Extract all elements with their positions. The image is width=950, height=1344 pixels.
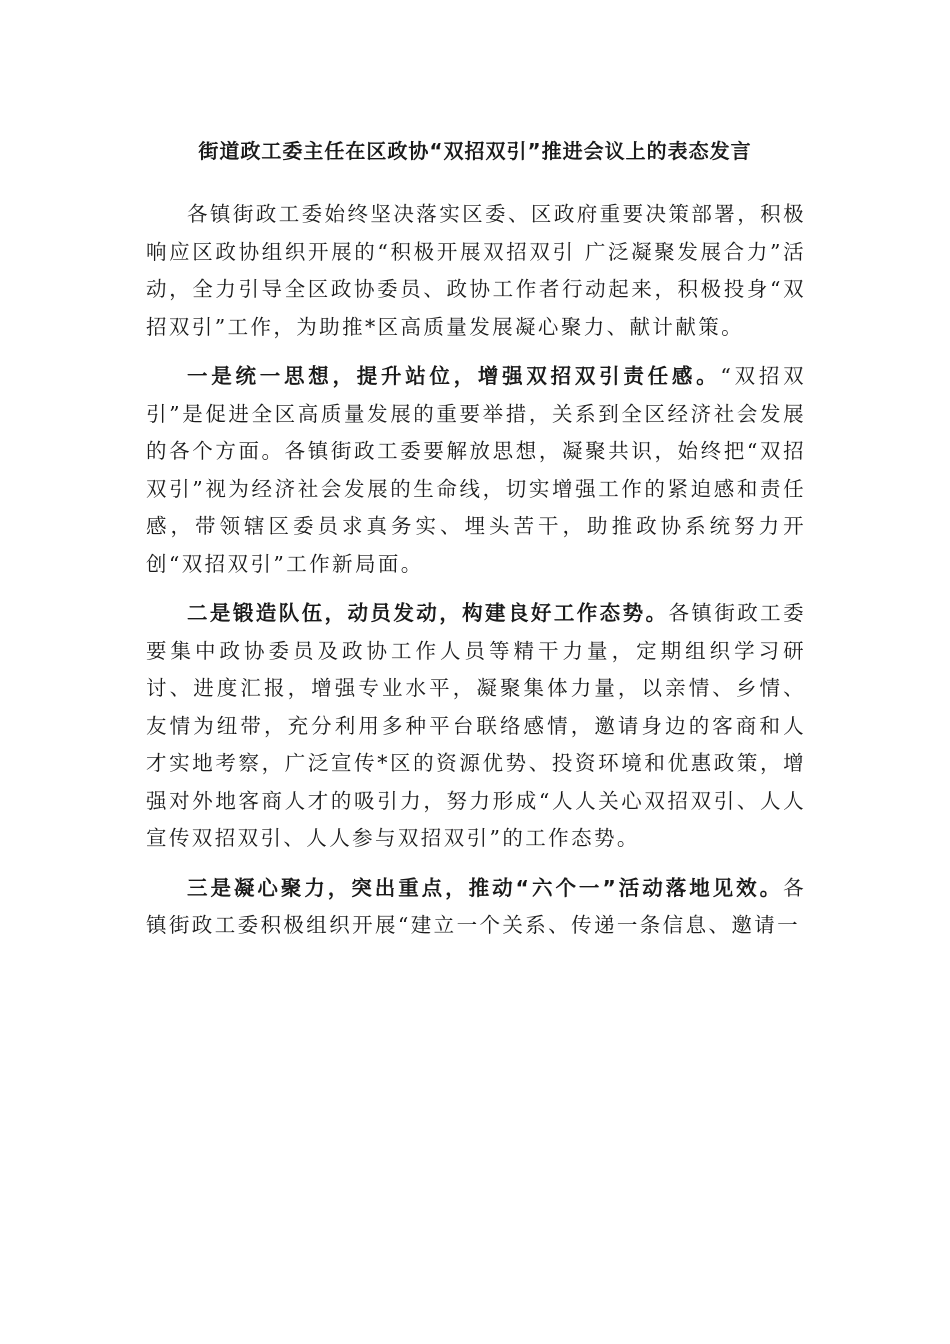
document-title: 街道政工委主任在区政协“双招双引”推进会议上的表态发言: [198, 139, 752, 163]
paragraph-lead: 一是统一思想，提升站位，增强双招双引责任感。: [187, 364, 721, 388]
paragraph-text: 各镇街政工委积极组织开展“建立一个关系、传递一条信息、邀请一: [146, 875, 806, 937]
document-body: [146, 196, 806, 945]
paragraph-text: 各镇街政工委要集中政协委员及政协工作人员等精干力量，定期组织学习研讨、进度汇报，增强专业水平，凝聚集体力量，以亲情、乡情、友情为纽带，充分利用多种平台联络感情，邀请身边的客商和人才实地考察，广泛宣传*区的资源优势、投资环境和优惠政策，增强对外地客商人才的吸引力，努力形成“人人关心双招双引、人人宣传双招双引、人人参与双招双引”的工作态势。: [146, 601, 807, 850]
paragraph-intro: [146, 196, 806, 346]
paragraph-point-3: [146, 870, 806, 945]
paragraph-lead: 三是凝心聚力，突出重点，推动“六个一”活动落地见效。: [187, 875, 784, 900]
paragraph-point-2: [146, 595, 806, 858]
paragraph-lead: 二是锻造队伍，动员发动，构建良好工作态势。: [187, 601, 669, 625]
paragraph-point-1: [146, 358, 806, 583]
paragraph-text: “双招双引”是促进全区高质量发展的重要举措，关系到全区经济社会发展的各个方面。各镇街政工委要解放思想，凝聚共识，始终把“双招双引”视为经济社会发展的生命线，切实增强工作的紧迫感和责任感，带领辖区委员求真务实、埋头苦干，助推政协系统努力开创“双招双引”工作新局面。: [146, 364, 806, 576]
paragraph-text: 各镇街政工委始终坚决落实区委、区政府重要决策部署，积极响应区政协组织开展的“积极开展双招双引 广泛凝聚发展合力”活动，全力引导全区政协委员、政协工作者行动起来，积极投身“双招双引”工作，为助推*区高质量发展凝心聚力、献计献策。: [146, 202, 806, 339]
